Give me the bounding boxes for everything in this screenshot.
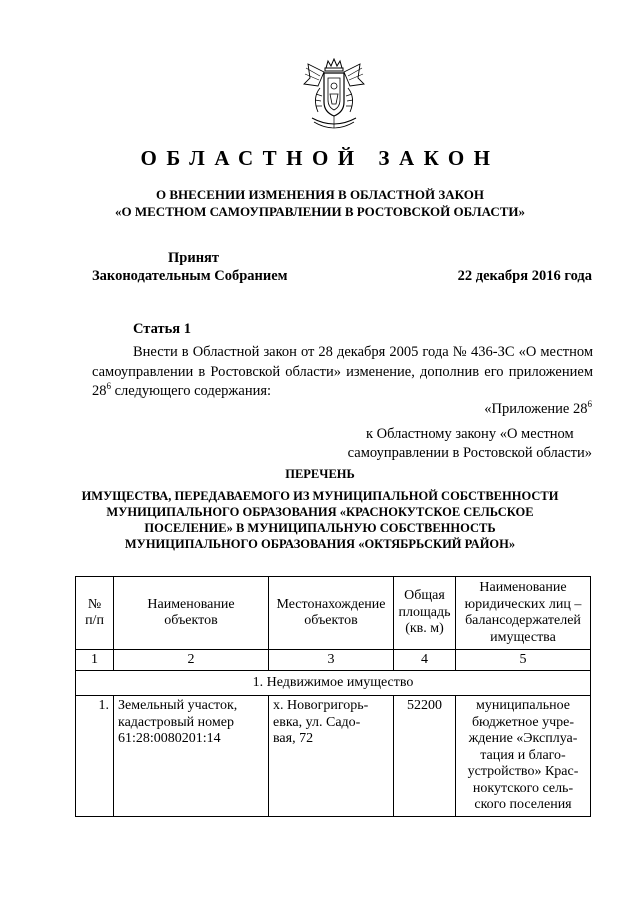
law-subtitle — [0, 186, 640, 220]
header-line: Наименование — [147, 596, 235, 612]
cell-line: кадастровый номер — [118, 714, 234, 730]
article-superscript: 6 — [106, 381, 111, 391]
row-number: 1. — [76, 696, 114, 817]
column-number: 3 — [269, 650, 394, 671]
appendix-reference — [348, 425, 592, 463]
appendix-title-text: «Приложение 28 — [484, 401, 588, 417]
adoption-date: 22 декабря 2016 года — [457, 268, 592, 284]
column-number-row — [76, 650, 591, 671]
header-location — [269, 577, 394, 650]
cell-line: евка, ул. Садо- — [273, 714, 361, 730]
header-line: площадь — [398, 604, 451, 620]
header-line: № — [87, 596, 102, 612]
adoption-label: Принят — [168, 250, 220, 266]
law-subtitle-line: О ВНЕСЕНИИ ИЗМЕНЕНИЯ В ОБЛАСТНОЙ ЗАКОН — [156, 187, 484, 202]
appendix-superscript: 6 — [587, 399, 592, 409]
row-balance-holder — [456, 696, 591, 817]
header-line: (кв. м) — [405, 621, 444, 637]
list-subtitle-line: ПОСЕЛЕНИЕ» В МУНИЦИПАЛЬНУЮ СОБСТВЕННОСТЬ — [144, 521, 496, 535]
header-number — [76, 577, 114, 650]
row-area: 52200 — [394, 696, 456, 817]
list-title: ПЕРЕЧЕНЬ — [285, 467, 355, 481]
table-row — [76, 696, 591, 817]
header-line: п/п — [85, 613, 104, 628]
header-line: Наименование — [479, 580, 567, 595]
coat-of-arms-emblem — [300, 58, 368, 138]
cell-line: ждение «Эксплуа- — [468, 731, 578, 746]
row-location — [269, 696, 394, 817]
row-object-name — [114, 696, 269, 817]
adoption-body: Законодательным Собранием — [92, 268, 288, 284]
column-number: 1 — [76, 650, 114, 671]
header-line: Общая — [404, 588, 445, 604]
appendix-reference-line: к Областному закону «О местном — [365, 426, 574, 442]
section-title: 1. Недвижимое имущество — [76, 671, 591, 696]
header-line: Местонахождение — [276, 596, 386, 612]
cell-line: Земельный участок, — [118, 698, 238, 713]
column-number: 2 — [114, 650, 269, 671]
list-subtitle-line: МУНИЦИПАЛЬНОГО ОБРАЗОВАНИЯ «ОКТЯБРЬСКИЙ РАЙОН» — [124, 537, 516, 551]
article-title: Статья 1 — [133, 321, 191, 337]
header-line: объектов — [164, 613, 218, 628]
appendix-reference-line: самоуправлении в Ростовской области» — [347, 445, 592, 461]
cell-line: устройство» Крас- — [467, 764, 579, 779]
table-header-row — [76, 577, 591, 650]
header-area — [394, 577, 456, 650]
law-title: ОБЛАСТНОЙ ЗАКОН — [140, 146, 500, 170]
column-number: 5 — [456, 650, 591, 671]
list-subtitle-line: МУНИЦИПАЛЬНОГО ОБРАЗОВАНИЯ «КРАСНОКУТСКОЕ СЕЛЬСКОЕ — [106, 505, 534, 519]
list-subtitle-line: ИМУЩЕСТВА, ПЕРЕДАВАЕМОГО ИЗ МУНИЦИПАЛЬНОЙ СОБСТВЕННОСТИ — [81, 489, 559, 503]
header-balance-holder — [456, 577, 591, 650]
law-subtitle-line: «О МЕСТНОМ САМОУПРАВЛЕНИИ В РОСТОВСКОЙ ОБЛАСТИ» — [115, 204, 525, 219]
article-text: Внести в Областной закон от 28 декабря 2005 года № 436-ЗС «О местном самоуправлении в Ростовской области» изменение, дополнив его приложением 28 — [92, 344, 593, 399]
article-text-end: следующего содержания: — [111, 383, 272, 399]
cell-line: нокутского сель- — [472, 780, 574, 796]
cell-line: вая, 72 — [273, 731, 314, 746]
cell-line: ского поселения — [474, 797, 572, 812]
cell-line: 61:28:0080201:14 — [118, 731, 221, 746]
assets-table — [75, 576, 591, 817]
article-body — [92, 343, 593, 402]
cell-line: тация и благо- — [480, 747, 566, 763]
list-subtitle — [0, 488, 640, 552]
header-line: юридических лиц – — [464, 596, 582, 612]
cell-line: бюджетное учре- — [471, 714, 575, 730]
cell-line: муниципальное — [476, 698, 570, 713]
header-line: имущества — [490, 629, 556, 645]
header-line: объектов — [304, 613, 358, 628]
cell-line: х. Новогригорь- — [273, 698, 369, 713]
header-line: балансодержателей — [465, 613, 581, 628]
section-row — [76, 671, 591, 696]
appendix-title — [484, 401, 592, 418]
column-number: 4 — [394, 650, 456, 671]
header-object-name — [114, 577, 269, 650]
